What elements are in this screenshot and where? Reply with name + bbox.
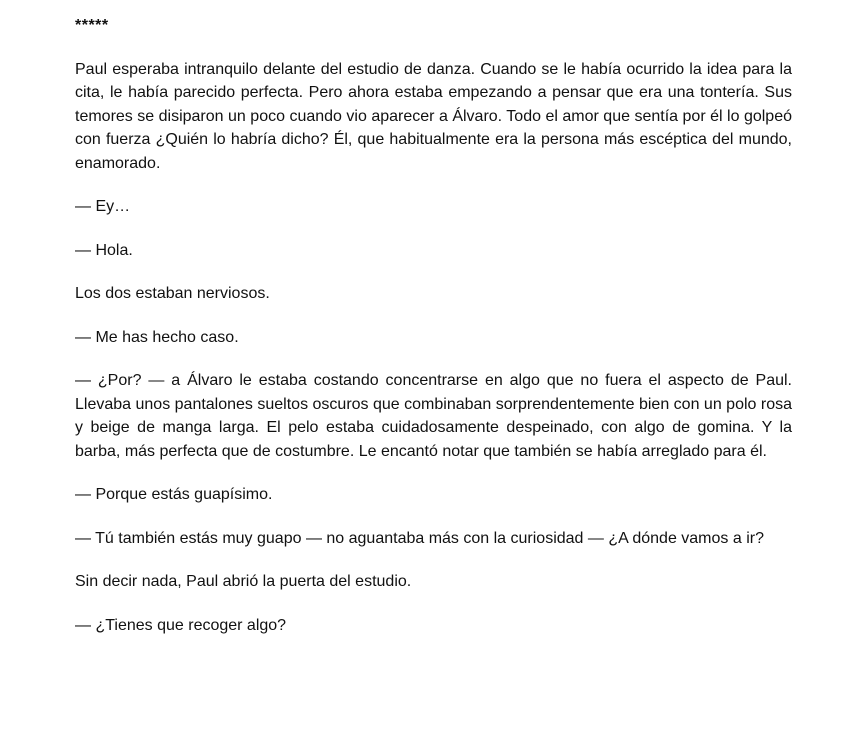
dialogue-line: — Me has hecho caso. [75, 328, 239, 346]
narration-line: Sin decir nada, Paul abrió la puerta del estudio. [75, 573, 412, 590]
dialogue-paragraph: — Tú también estás muy guapo — no aguantaba más con la curiosidad — ¿A dónde vamos a ir? [75, 529, 764, 547]
paragraph-opening: Paul esperaba intranquilo delante del estudio de danza. Cuando se le había ocurrido la idea para la cita, le había parecido perfecta. Pero ahora estaba empezando a pensar que era una tontería. Sus temores se disiparon un poco cuando vio aparecer a Álvaro. Todo el amor que sentía por él lo golpeó con fuerza ¿Quién lo habría dicho? Él, que habitualmente era la persona más escéptica del mundo, enamorado. [75, 60, 792, 172]
section-separator: ***** [75, 17, 109, 34]
dialogue-line: — Porque estás guapísimo. [75, 486, 273, 503]
document-page [75, 14, 792, 637]
dialogue-line: — Hola. [75, 241, 133, 259]
narration-line: Los dos estaban nerviosos. [75, 285, 270, 302]
dialogue-paragraph: — ¿Por? — a Álvaro le estaba costando concentrarse en algo que no fuera el aspecto de Paul. Llevaba unos pantalones sueltos oscuros que combinaban sorprendentemente bien con un polo rosa y beige de manga larga. El pelo estaba cuidadosamente despeinado, con algo de gomina. Y la barba, más perfecta que de costumbre. Le encantó notar que también se había arreglado para él. [75, 372, 792, 460]
dialogue-line: — ¿Tienes que recoger algo? [75, 616, 287, 634]
dialogue-line: — Ey… [75, 198, 131, 215]
